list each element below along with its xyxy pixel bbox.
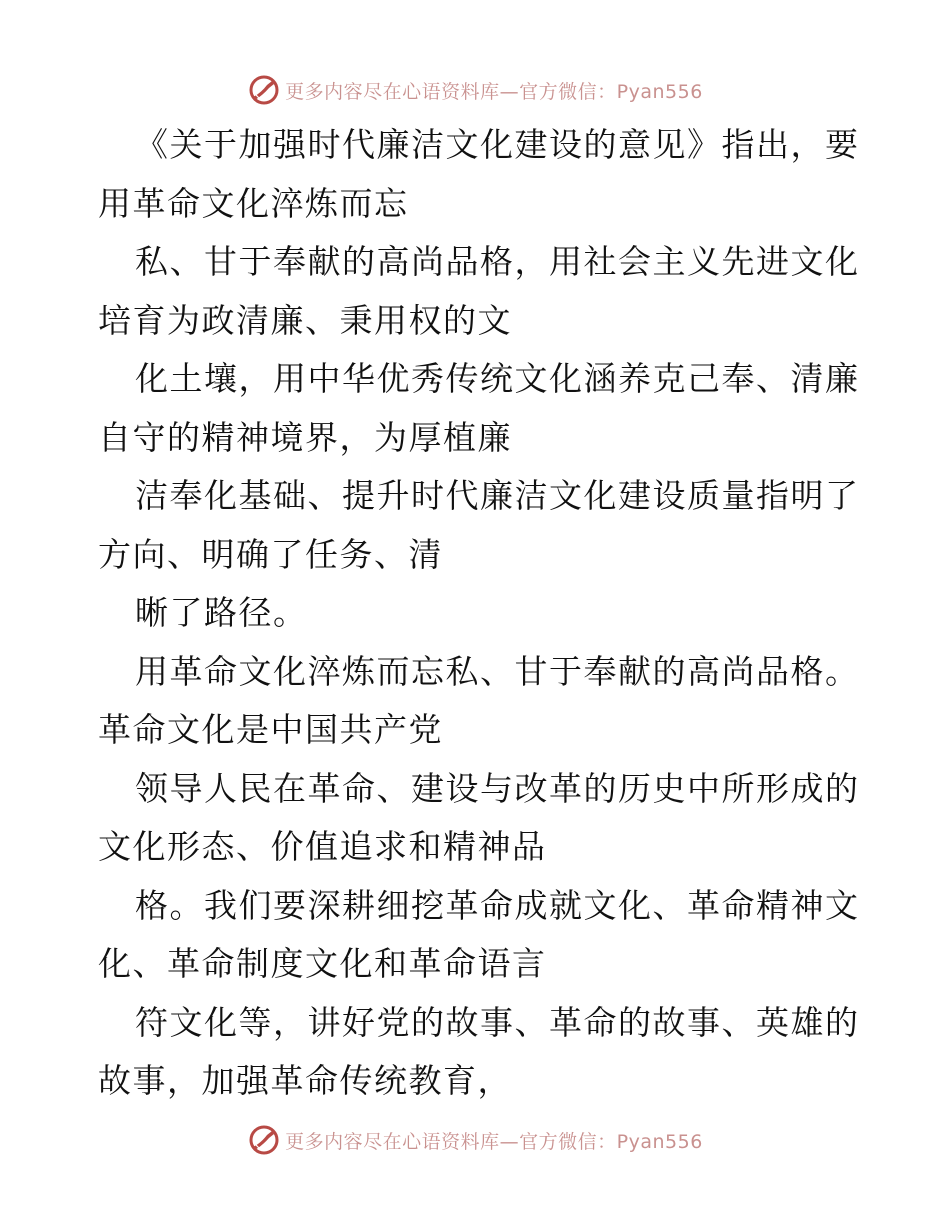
- footer-watermark: [0, 1120, 950, 1160]
- pen-logo-icon: [247, 73, 281, 107]
- text-line: 革命文化是中国共产党: [98, 710, 443, 749]
- text-line: 用革命文化淬炼而忘私、甘于奉献的高尚品格。: [135, 651, 860, 691]
- text-line: 晰了路径。: [135, 593, 308, 632]
- text-line: 故事，加强革命传统教育，: [98, 1061, 512, 1100]
- text-line: 化土壤，用中华优秀传统文化涵养克己奉、清廉: [135, 359, 860, 398]
- text-line: 领导人民在革命、建设与改革的历史中所形成的: [135, 768, 860, 808]
- header-watermark: [0, 70, 950, 110]
- text-line: 格。我们要深耕细挖革命成就文化、革命精神文: [135, 885, 860, 925]
- text-line: 自守的精神境界，为厚植廉: [98, 417, 512, 457]
- document-body: [98, 116, 858, 1111]
- text-line: 培育为政清廉、秉用权的文: [98, 300, 512, 340]
- text-line: 化、革命制度文化和革命语言: [98, 944, 547, 983]
- text-line: 方向、明确了任务、清: [98, 534, 443, 574]
- watermark-text: 更多内容尽在心语资料库—官方微信：Pyan556: [285, 80, 703, 103]
- text-line: 用革命文化淬炼而忘: [98, 183, 409, 223]
- pen-logo-icon: [247, 1123, 281, 1157]
- text-line: 文化形态、价值追求和精神品: [98, 827, 547, 866]
- text-line: 私、甘于奉献的高尚品格，用社会主义先进文化: [135, 242, 860, 281]
- text-line: 《关于加强时代廉洁文化建设的意见》指出，要: [135, 125, 860, 164]
- text-line: 符文化等，讲好党的故事、革命的故事、英雄的: [135, 1002, 860, 1042]
- watermark-text: 更多内容尽在心语资料库—官方微信：Pyan556: [285, 1130, 703, 1153]
- text-line: 洁奉化基础、提升时代廉洁文化建设质量指明了: [135, 476, 860, 515]
